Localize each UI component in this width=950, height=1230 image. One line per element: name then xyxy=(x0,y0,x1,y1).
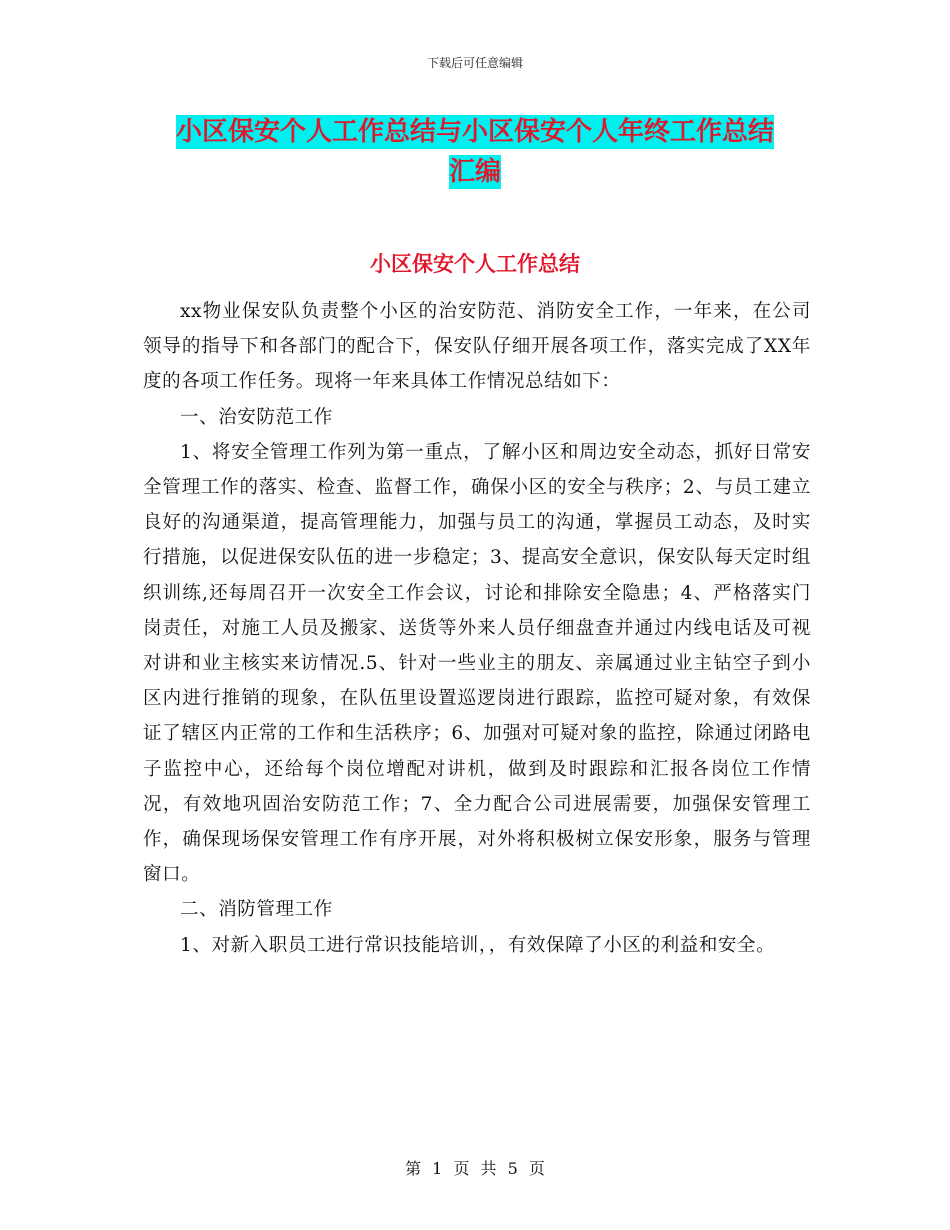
page-footer: 第 1 页 共 5 页 xyxy=(405,1159,545,1178)
paragraph-intro: xx物业保安队负责整个小区的治安防范、消防安全工作，一年来，在公司领导的指导下和各部门的配合下，保安队仔细开展各项工作，落实完成了XX年度的各项工作任务。现将一年来具体工作情况总结如下： xyxy=(143,301,811,393)
heading-fire-management: 二、消防管理工作 xyxy=(180,899,333,921)
document-title-line-1: 小区保安个人工作总结与小区保安个人年终工作总结 xyxy=(175,117,774,147)
section-title: 小区保安个人工作总结 xyxy=(370,252,580,276)
body-text xyxy=(143,294,811,963)
paragraph-fire-details: 1、对新入职员工进行常识技能培训，，有效保障了小区的利益和安全。 xyxy=(180,934,776,956)
header-note: 下载后可任意编辑 xyxy=(426,56,523,70)
paragraph-security-details: 1、将安全管理工作列为第一重点，了解小区和周边安全动态，抓好日常安全管理工作的落实、检查、监督工作，确保小区的安全与秩序；2、与员工建立良好的沟通渠道，提高管理能力，加强与员工的沟通，掌握员工动态，及时实行措施，以促进保安队伍的进一步稳定；3、提高安全意识，保安队每天定时组织训练,还每周召开一次安全工作会议，讨论和排除安全隐患；4、严格落实门岗责任，对施工人员及搬家、送货等外来人员仔细盘查并通过内线电话及可视对讲和业主核实来访情况.5、针对一些业主的朋友、亲属通过业主钻空子到小区内进行推销的现象，在队伍里设置巡逻岗进行跟踪，监控可疑对象，有效保证了辖区内正常的工作和生活秩序；6、加强对可疑对象的监控，除通过闭路电子监控中心，还给每个岗位增配对讲机，做到及时跟踪和汇报各岗位工作情况，有效地巩固治安防范工作；7、全力配合公司进展需要，加强保安管理工作，确保现场保安管理工作有序开展，对外将积极树立保安形象，服务与管理窗口。 xyxy=(143,441,811,886)
document-title xyxy=(140,112,810,192)
heading-security-prevention: 一、治安防范工作 xyxy=(180,406,333,428)
document-title-line-2: 汇编 xyxy=(448,157,501,187)
